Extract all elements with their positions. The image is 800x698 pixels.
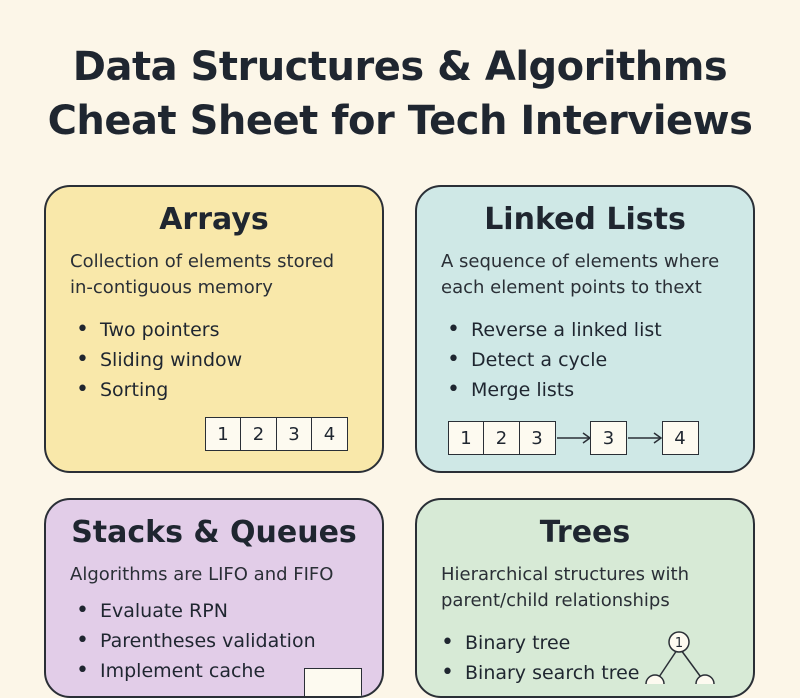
- linked-lists-bullet-list: [447, 315, 662, 405]
- stack-diagram-icon: [304, 668, 362, 698]
- list-node-cell: 2: [483, 421, 520, 455]
- list-node: 3: [590, 421, 627, 455]
- list-item: • Merge lists: [447, 375, 662, 405]
- linked-lists-title: Linked Lists: [484, 202, 686, 237]
- linked-lists-desc-line-1: A sequence of elements where: [441, 251, 720, 272]
- linked-lists-description: [441, 249, 737, 301]
- array-cell: 3: [276, 417, 313, 451]
- list-item: • Evaluate RPN: [76, 596, 316, 626]
- page-title: [0, 40, 800, 148]
- arrays-card: [44, 185, 384, 473]
- list-item: • Reverse a linked list: [447, 315, 662, 345]
- array-cell: 1: [205, 417, 242, 451]
- list-item: • Binary tree: [441, 628, 639, 658]
- trees-bullet-list: [441, 628, 639, 688]
- arrays-desc-line-1: Collection of elements stored: [70, 251, 335, 272]
- tree-diagram: [637, 628, 737, 684]
- arrow-right-icon: [556, 421, 592, 455]
- stacks-queues-title: Stacks & Queues: [71, 515, 357, 550]
- list-node-cell: 3: [519, 421, 556, 455]
- list-node-cell: 1: [448, 421, 485, 455]
- title-line-1: Data Structures & Algorithms: [72, 44, 728, 90]
- linked-lists-desc-line-2: each element points to thext: [441, 277, 702, 298]
- list-item: • Sorting: [76, 375, 242, 405]
- list-item: • Sliding window: [76, 345, 242, 375]
- trees-desc-line-1: Hierarchical structures with: [441, 564, 689, 585]
- arrays-title: Arrays: [159, 202, 269, 237]
- arrays-desc-line-2: in-contiguous memory: [70, 277, 273, 298]
- arrays-description: [70, 249, 366, 301]
- linked-lists-card: [415, 185, 755, 473]
- list-item: • Detect a cycle: [447, 345, 662, 375]
- array-cell: 4: [311, 417, 348, 451]
- arrays-bullet-list: [76, 315, 242, 405]
- list-item: • Implement cache: [76, 656, 316, 686]
- stacks-queues-description: [70, 562, 366, 588]
- trees-description: [441, 562, 737, 614]
- array-cell: 2: [240, 417, 277, 451]
- list-item: • Binary search tree: [441, 658, 639, 688]
- list-item: • Two pointers: [76, 315, 242, 345]
- trees-title: Trees: [539, 515, 631, 550]
- stacks-queues-card: [44, 498, 384, 698]
- arrow-right-icon: [627, 421, 663, 455]
- stacks-queues-desc-line-1: Algorithms are LIFO and FIFO: [70, 564, 334, 585]
- linked-list-diagram: [449, 421, 699, 455]
- trees-card: [415, 498, 755, 698]
- tree-root-node: 1: [674, 636, 684, 651]
- stacks-queues-bullet-list: [76, 596, 316, 686]
- array-diagram: [206, 417, 348, 451]
- trees-desc-line-2: parent/child relationships: [441, 590, 670, 611]
- title-line-2: Cheat Sheet for Tech Interviews: [47, 98, 753, 144]
- list-node: 4: [662, 421, 699, 455]
- list-item: • Parentheses validation: [76, 626, 316, 656]
